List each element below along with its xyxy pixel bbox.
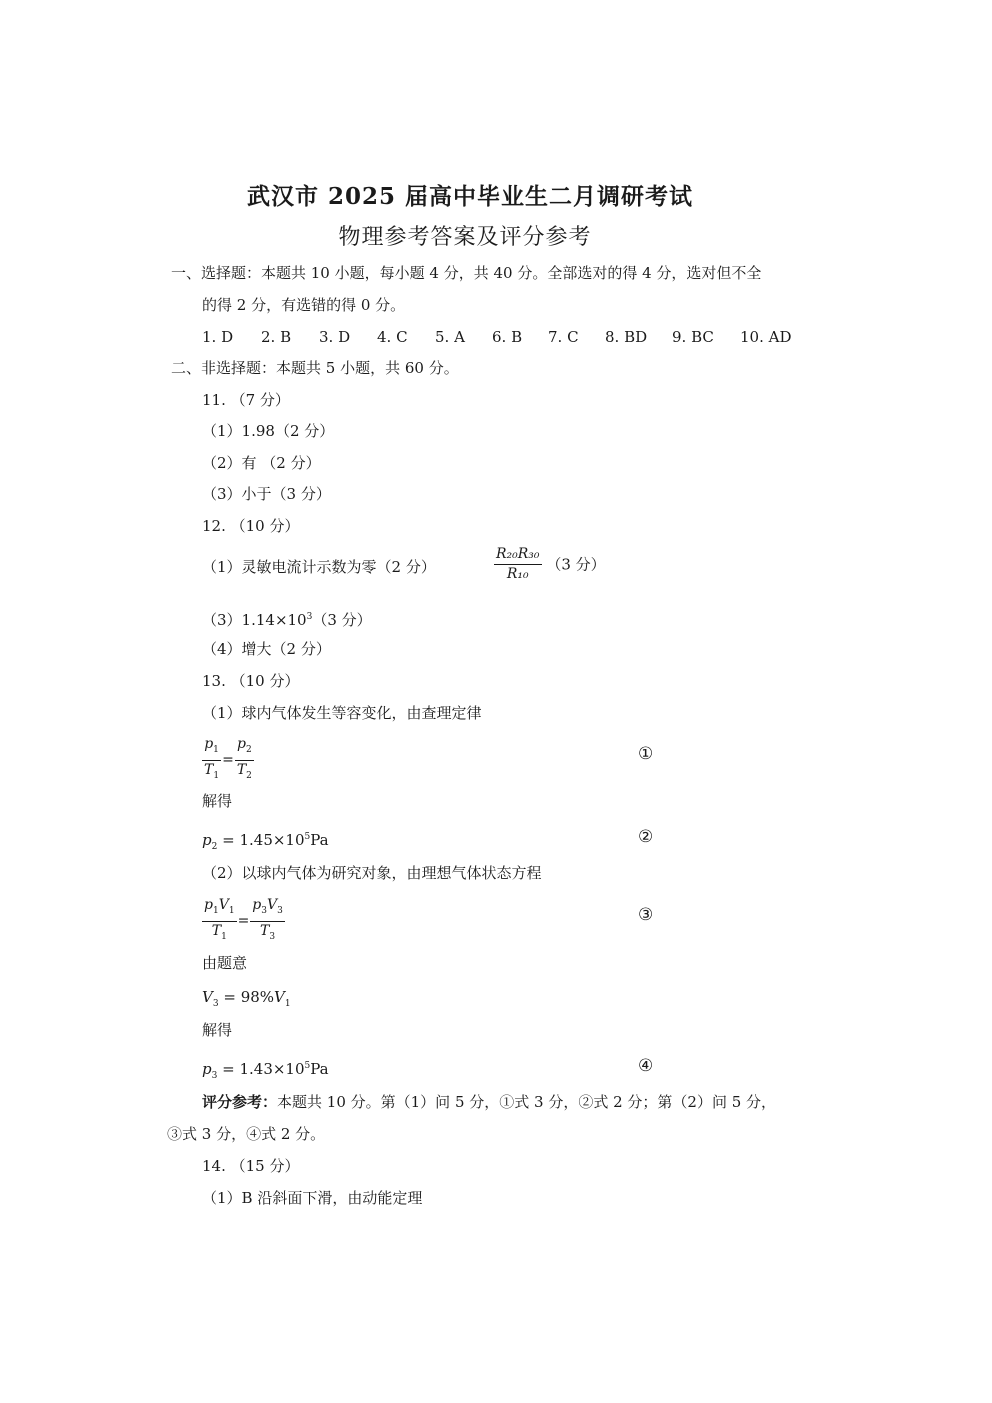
q13-scoring-line1: 评分参考：本题共 10 分。第（1）问 5 分，①式 3 分，②式 2 分；第（2）问 5 分， — [202, 1093, 777, 1111]
answer-item: 9. BC — [672, 328, 714, 346]
equation-ideal-gas: $\frac{p_1V_1}{T_1}$ = $\frac{p_3V_3}{T_3}$ — [204, 897, 283, 942]
q11-heading: 11. （7 分） — [202, 391, 290, 409]
equation-marker-1: ① — [638, 744, 654, 764]
answer-item: 8. BD — [605, 328, 648, 346]
choice-answers — [202, 327, 791, 347]
equation-marker-3: ③ — [638, 905, 654, 925]
answer-item: 6. B — [492, 328, 523, 346]
answer-item: 1. D — [202, 328, 234, 346]
q11-answer-1: （1）1.98（2 分） — [202, 422, 335, 440]
q13-solve-2: 解得 — [202, 1021, 233, 1039]
q13-part2-text: （2）以球内气体为研究对象，由理想气体状态方程 — [202, 864, 542, 882]
q11-answer-3: （3）小于（3 分） — [202, 485, 331, 503]
section1-instructions-line1: 一、选择题：本题共 10 小题，每小题 4 分，共 40 分。全部选对的得 4 分，选对但不全 — [171, 264, 762, 282]
answer-item: 7. C — [548, 328, 579, 346]
fraction-numerator: R₂₀R₃₀ — [494, 546, 542, 565]
q12-answer-3: $(3)1.14\times 10^3(3$ 分） — [202, 611, 372, 629]
q14-heading: 14. （15 分） — [202, 1157, 300, 1175]
resistance-fraction — [494, 546, 542, 583]
equation-charles-law: $\frac{p_1}{T_1}$ = $\frac{p_2}{T_2}$ — [204, 736, 252, 781]
answer-item: 4. C — [377, 328, 408, 346]
q13-scoring-line2: ③式 3 分，④式 2 分。 — [167, 1125, 326, 1143]
q12-heading: 12. （10 分） — [202, 517, 300, 535]
q14-part1-text: （1）B 沿斜面下滑，由动能定理 — [202, 1189, 423, 1207]
answer-item: 3. D — [319, 328, 351, 346]
section2-heading: 二、非选择题：本题共 5 小题，共 60 分。 — [171, 359, 459, 377]
scoring-label: 评分参考： — [202, 1093, 278, 1111]
equation-marker-2: ② — [638, 827, 654, 847]
q12-answer-4: （4）增大（2 分） — [202, 640, 331, 658]
equation-p2-result: $p_2 = 1.45\times 10^5Pa$ — [202, 831, 329, 852]
page-title: 武汉市 2025 届高中毕业生二月调研考试 — [246, 183, 694, 210]
q11-answer-2: （2）有 （2 分） — [202, 454, 321, 472]
equation-volume: $V_3 = 98\%V_1$ — [202, 988, 291, 1009]
answer-item: 5. A — [435, 328, 465, 346]
q12-answer-1: （1）灵敏电流计示数为零（2 分） — [202, 558, 436, 576]
q13-solve-1: 解得 — [202, 792, 233, 810]
equation-marker-4: ④ — [638, 1056, 654, 1076]
q12-answer-2-score: （3 分） — [546, 555, 606, 574]
section1-instructions-line2: 的得 2 分，有选错的得 0 分。 — [202, 296, 406, 314]
fraction-denominator: R₁₀ — [506, 566, 529, 582]
answer-item: 10. AD — [740, 328, 792, 346]
q13-part1-text: （1）球内气体发生等容变化，由查理定律 — [202, 704, 482, 722]
page-subtitle: 物理参考答案及评分参考 — [338, 225, 592, 250]
q13-given: 由题意 — [202, 954, 248, 972]
q12-answer-2 — [494, 546, 606, 583]
q13-heading: 13. （10 分） — [202, 672, 300, 690]
equation-p3-result: $p_3 = 1.43\times 10^5Pa$ — [202, 1060, 329, 1081]
answer-item: 2. B — [261, 328, 292, 346]
